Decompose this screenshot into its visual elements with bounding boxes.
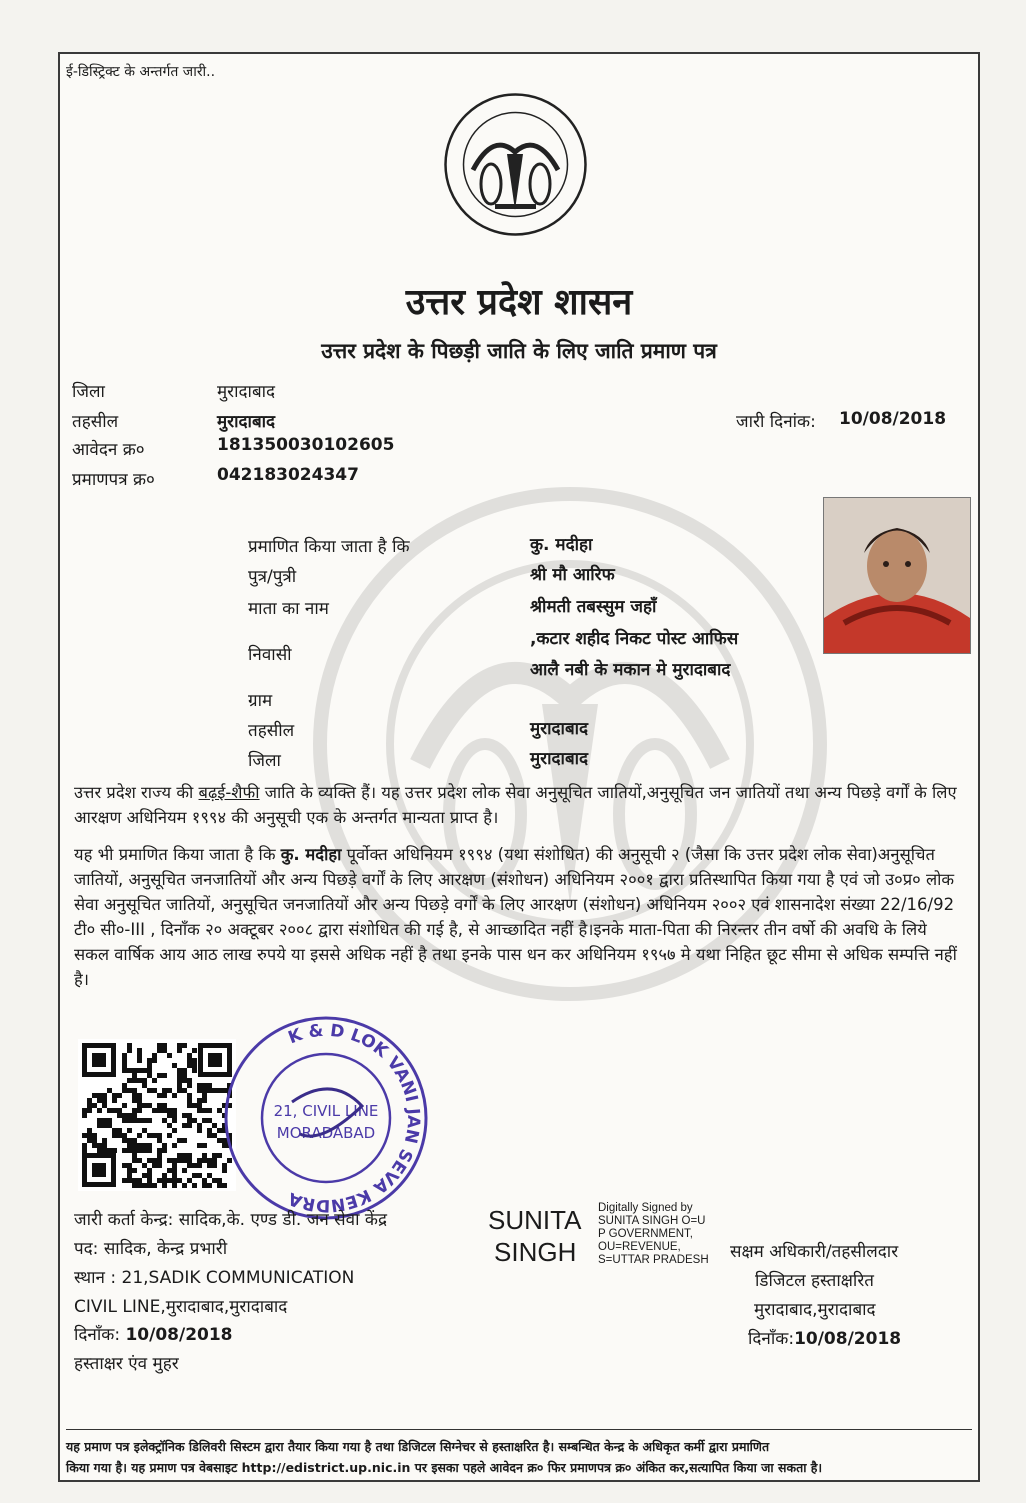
- son-daughter-label: पुत्र/पुत्री: [248, 567, 297, 587]
- p2-text-b: पूर्वोक्त अधिनियम १९९४ (यथा संशोधित) की अनुसूची २ (जैसा कि उत्तर प्रदेश लोक सेवा)अनुसूचित जातियों, अनुसूचित जनजातियों और अन्य पिछड़े वर्गों के लिए आरक्षण (संशोधन) अधिनियम २००१ द्वारा प्रतिस्थापित किया गया है एवं जो उ०प्र० लोक सेवा अनुसूचित जातियों, अनुसूचित जनजातियों और अन्य पिछड़े वर्गों के लिए आरक्षण (संशोधन) अधिनियम २००२ एवं शासनादेश संख्या 22/16/92 टी० सी०-III , दिनाँक २० अक्टूबर २००८ द्वारा संशोधित की गई है, से आच्छादित नहीं है।इनके माता-पिता की निरन्तर तीन वर्षो की अवधि के लिये सकल वार्षिक आय आठ लाख रुपये या इससे अधिक नहीं है तथा इनके पास धन कर अधिनियम १९५७ मे यथा निहित छूट सीमा से अधिक सम्पत्ति नहीं है।: [74, 845, 957, 989]
- certificate-number-value: 042183024347: [217, 465, 359, 485]
- issuer-place-line-2: CIVIL LINE,मुरादाबाद,मुरादाबाद: [74, 1297, 288, 1317]
- ds-line-3: P GOVERNMENT,: [598, 1228, 693, 1240]
- document-title: उत्तर प्रदेश शासन: [405, 282, 633, 323]
- document-subtitle: उत्तर प्रदेश के पिछड़ी जाति के लिए जाति प्रमाण पत्र: [321, 339, 717, 363]
- district-label: जिला: [72, 382, 105, 402]
- applicant-photo: [823, 497, 971, 654]
- authority-digital-sign: डिजिटल हस्ताक्षरित: [755, 1271, 874, 1291]
- person-district-label: जिला: [248, 751, 281, 771]
- footer-note: [66, 1429, 972, 1478]
- certified-label: प्रमाणित किया जाता है कि: [248, 537, 410, 557]
- p2-text-a: यह भी प्रमाणित किया जाता है कि: [74, 845, 281, 864]
- issuer-designation: पद: सादिक, केन्द्र प्रभारी: [74, 1239, 228, 1259]
- person-district-value: मुरादाबाद: [530, 749, 589, 769]
- p1-text-b: जाति के व्यक्ति हैं। यह उत्तर प्रदेश लोक सेवा अनुसूचित जातियों,अनुसूचित जन जातियों तथा अन्य पिछड़े वर्गों के लिए आरक्षण अधिनियम १९९४ की अनुसूची एक के अन्तर्गत मान्यता प्राप्त है।: [74, 783, 957, 827]
- applicant-name: कु. मदीहा: [530, 535, 593, 555]
- certificate-number-label: प्रमाणपत्र क्र०: [72, 470, 155, 490]
- digital-signature-details: [598, 1202, 709, 1267]
- issuer-date: [74, 1322, 233, 1345]
- signer-name: [488, 1204, 581, 1268]
- stamp-center-line-2: MORADABAD: [276, 1124, 376, 1142]
- authority-date-label: दिनाँक:: [748, 1329, 795, 1349]
- signer-name-line-1: SUNITA: [488, 1205, 582, 1235]
- p1-text-a: उत्तर प्रदेश राज्य की: [74, 783, 199, 802]
- ds-line-5: S=UTTAR PRADESH: [598, 1254, 709, 1266]
- seal-stamp: [222, 1014, 430, 1222]
- person-tehsil-value: मुरादाबाद: [530, 719, 589, 739]
- district-value: मुरादाबाद: [217, 382, 276, 402]
- issuer-place-line-1: स्थान : 21,SADIK COMMUNICATION: [74, 1268, 355, 1288]
- mother-label: माता का नाम: [248, 599, 329, 619]
- resident-label: निवासी: [248, 645, 292, 665]
- ds-line-1: Digitally Signed by: [598, 1202, 693, 1214]
- certificate-document: [58, 52, 980, 1482]
- signature-and-seal-label: हस्ताक्षर एंव मुहर: [74, 1354, 179, 1374]
- mother-name: श्रीमती तबस्सुम जहाँ: [530, 597, 657, 617]
- issuer-date-label: दिनाँक:: [74, 1325, 121, 1345]
- issue-date-label: जारी दिनांक:: [736, 412, 816, 432]
- village-label: ग्राम: [248, 691, 273, 711]
- header-note: ई-डिस्ट्रिक्ट के अन्तर्गत जारी..: [66, 64, 216, 80]
- father-name: श्री मौ आरिफ: [530, 565, 615, 585]
- authority-designation: सक्षम अधिकारी/तहसीलदार: [730, 1242, 899, 1262]
- body-paragraph-1: [74, 780, 964, 830]
- stamp-ring-text: K & D LOK VANI JAN SEVA KENDRA: [285, 1020, 424, 1216]
- tehsil-value: मुरादाबाद: [217, 412, 276, 432]
- footer-line-2: किया गया है। यह प्रमाण पत्र वेबसाइट http://edistrict.up.nic.in पर इसका पहले आवेदन क्र० फिर प्रमाणपत्र क्र० अंकित कर,सत्यापित किया जा सकता है।: [66, 1460, 823, 1475]
- authority-place: मुरादाबाद,मुरादाबाद: [754, 1300, 876, 1320]
- stamp-center-line-1: 21, CIVIL LINE: [273, 1102, 379, 1120]
- p2-applicant-name: कु. मदीहा: [280, 845, 342, 864]
- issue-date-value: 10/08/2018: [839, 409, 947, 429]
- body-paragraph-2: [74, 842, 964, 992]
- up-government-emblem: [443, 92, 588, 237]
- issuer-date-value: 10/08/2018: [125, 1325, 233, 1345]
- authority-date: [748, 1326, 901, 1349]
- qr-code: [78, 1039, 236, 1191]
- authority-date-value: 10/08/2018: [794, 1329, 902, 1349]
- issuing-center: जारी कर्ता केन्द्र: सादिक,के. एण्ड डी. जन सेवा केंद्र: [74, 1210, 388, 1230]
- signer-name-line-2: SINGH: [494, 1237, 577, 1267]
- footer-line-1: यह प्रमाण पत्र इलेक्ट्रॉनिक डिलिवरी सिस्टम द्वारा तैयार किया गया है तथा डिजिटल सिग्नेचर से हस्ताक्षरित है। सम्बन्धित केन्द्र के अधिकृत कर्मी द्वारा प्रमाणित: [66, 1439, 770, 1454]
- application-number-value: 181350030102605: [217, 435, 395, 455]
- ds-line-4: OU=REVENUE,: [598, 1241, 681, 1253]
- person-tehsil-label: तहसील: [248, 721, 295, 741]
- tehsil-label: तहसील: [72, 412, 119, 432]
- address-line-1: ,कटार शहीद निकट पोस्ट आफिस: [530, 629, 739, 649]
- application-number-label: आवेदन क्र०: [72, 440, 145, 460]
- address-line-2: आलै नबी के मकान मे मुरादाबाद: [530, 660, 731, 680]
- caste-name: बढ़ई-शैफी: [198, 783, 260, 802]
- ds-line-2: SUNITA SINGH O=U: [598, 1215, 706, 1227]
